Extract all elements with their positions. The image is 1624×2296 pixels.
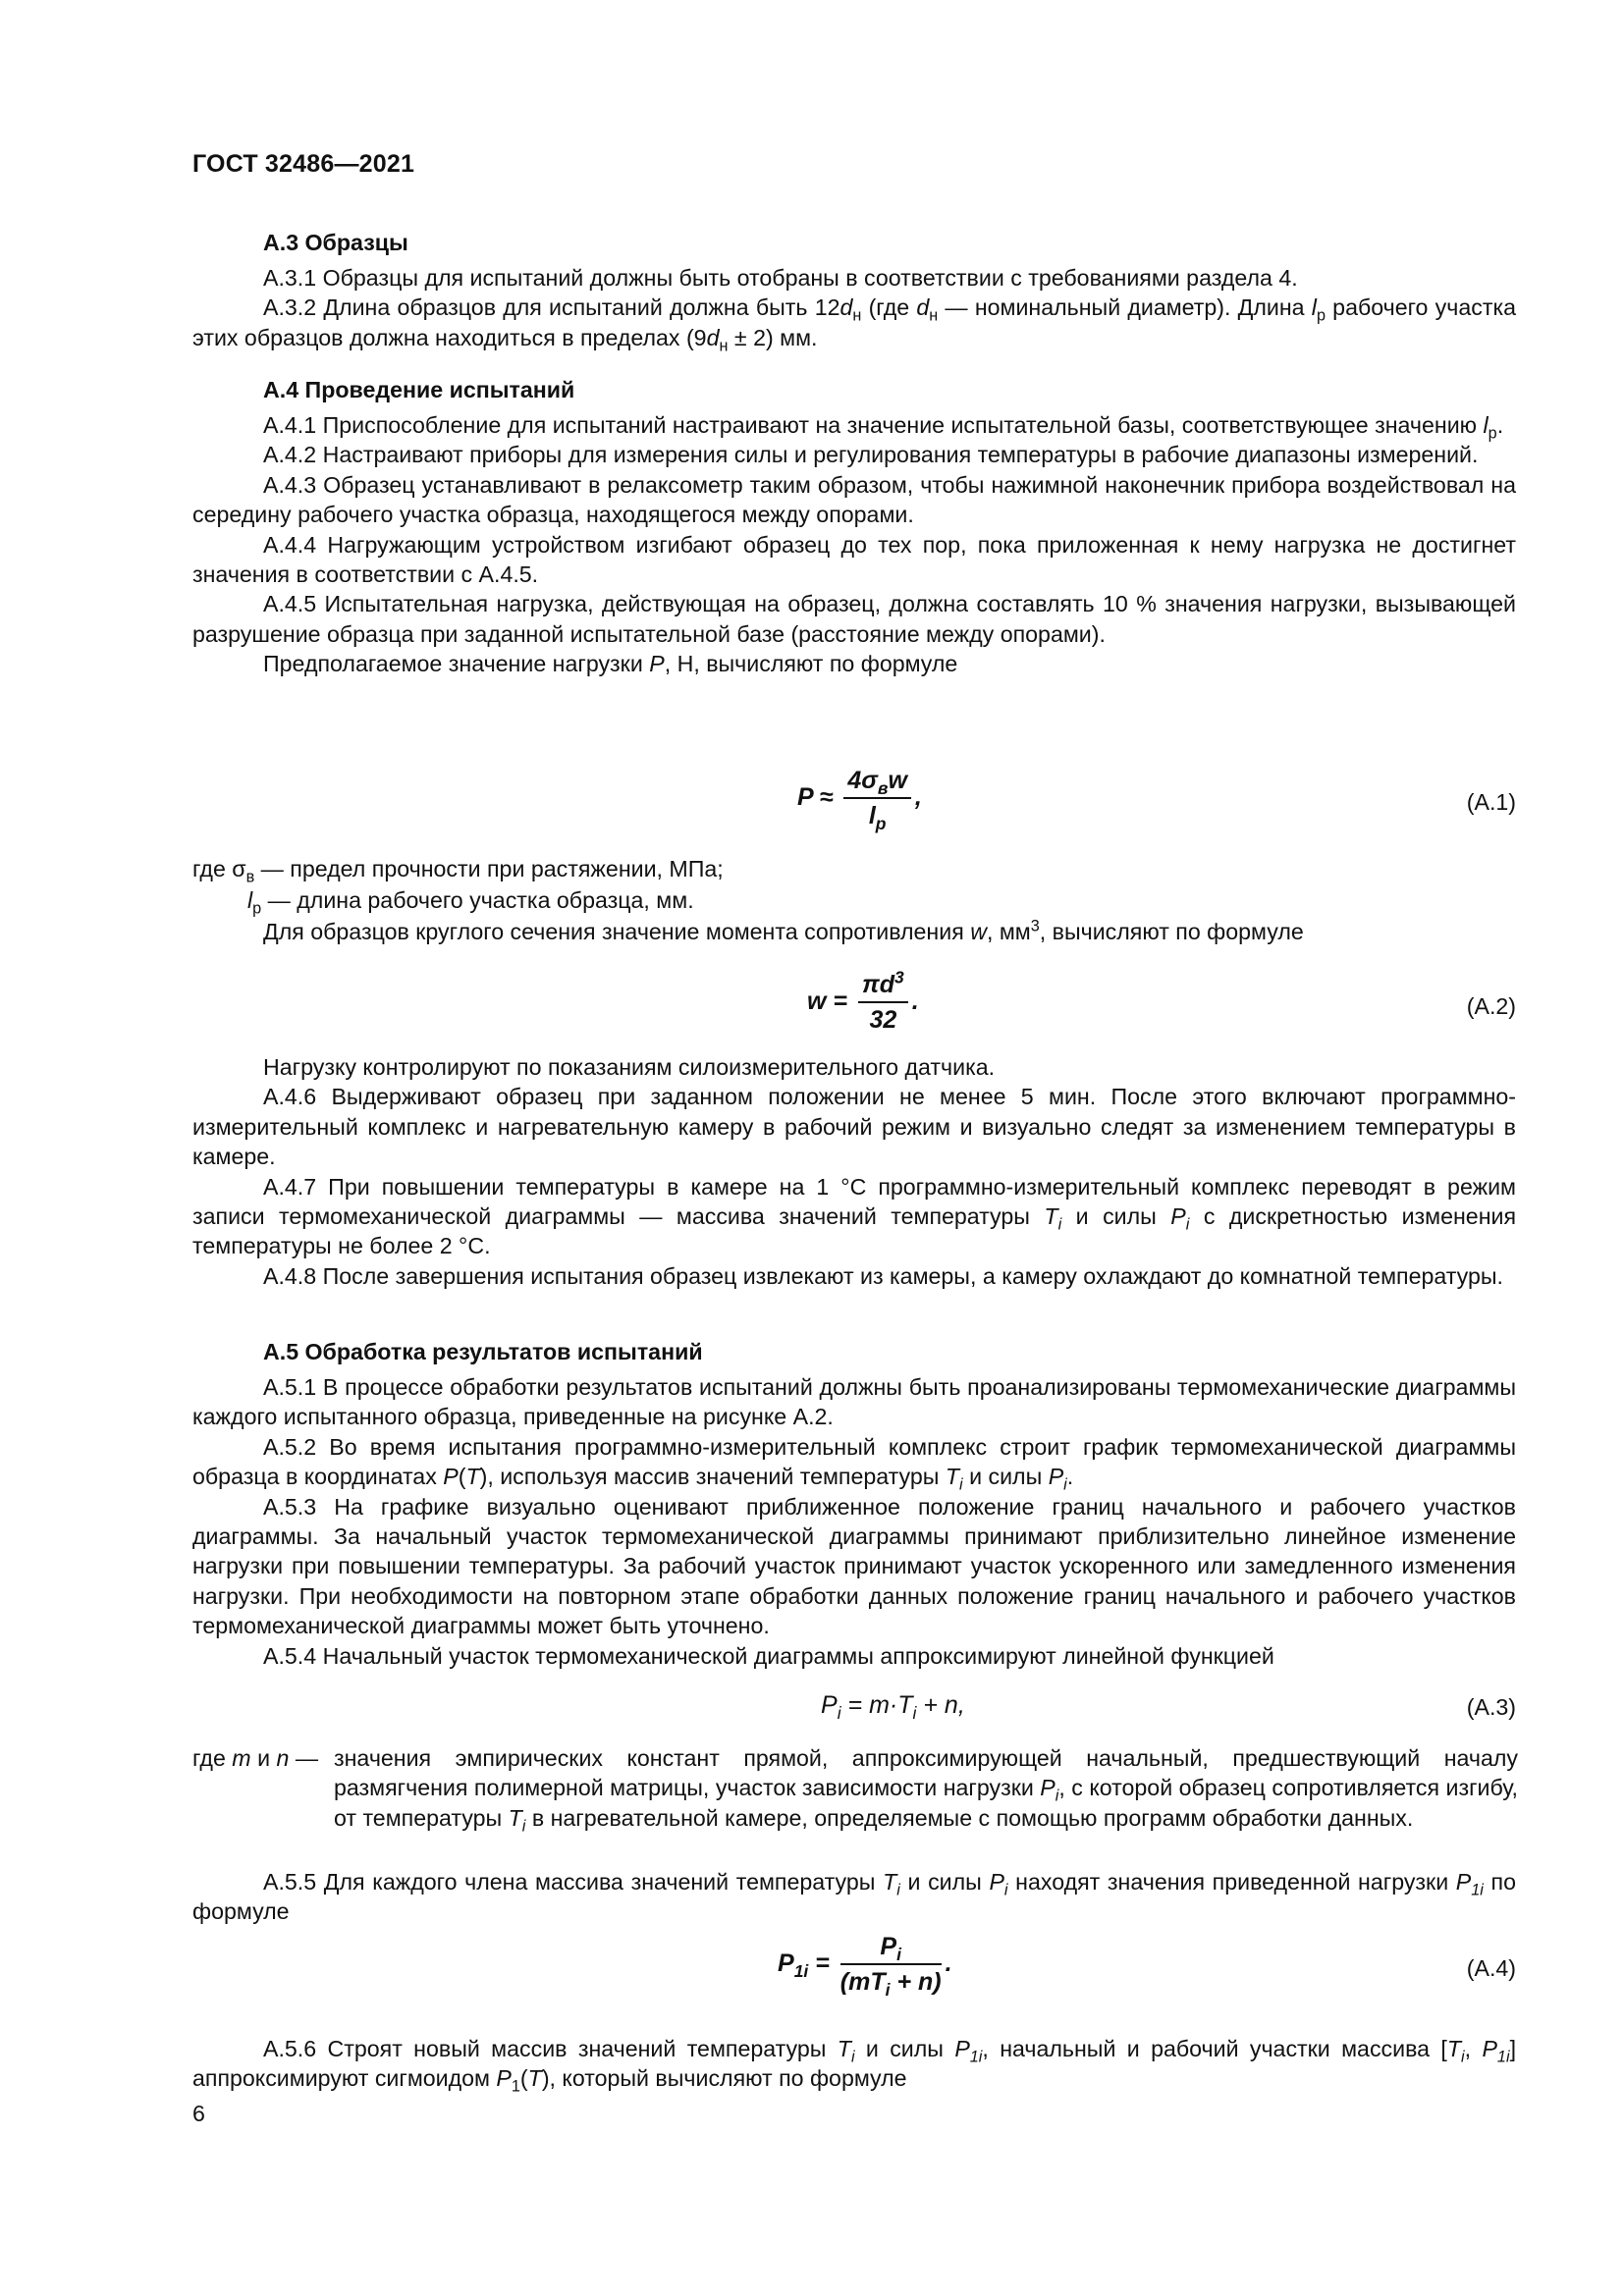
- formula-a3: $P_i = m\cdot T_i + n$,: [821, 1691, 965, 1723]
- paragraph-a4-9: А.4.6 Выдерживают образец при заданном положении не менее 5 мин. После этого включают программно-измерительный комплекс и нагревательную камеру в рабочий режим и визуально следят за изменением температуры в камере.: [192, 1084, 1516, 1170]
- paragraph-a4-4: А.4.4 Нагружающим устройством изгибают образец до тех пор, пока приложенная к нему нагрузка не достигнет значения в соответствии с А.4.5.: [192, 531, 1516, 588]
- section-title-a3: А.3 Образцы: [263, 230, 408, 255]
- formula-a4: $P_{1i}$ = $\frac{P_i}{(mT_i + n)}$ .: [778, 1933, 952, 2001]
- paragraph-a4-5: А.4.5 Испытательная нагрузка, действующая на образец, должна составлять 10 % значения нагрузки, вызывающей разрушение образца при заданной испытательной базе (расстояние между опорами).: [192, 591, 1516, 647]
- where-a1-l: $l_р$ — длина рабочего участка образца, мм.: [247, 887, 694, 918]
- formula-a2: w = $\frac{\pi d^3}{32}$ .: [807, 967, 919, 1035]
- paragraph-a5-5-wrap: [192, 1867, 1516, 1927]
- paragraph-a4-8: Нагрузку контролируют по показаниям силоизмерительного датчика.: [263, 1054, 996, 1080]
- paragraph-a5-6: А.5.6 Строят новый массив значений температуры $T_i$ и силы $P_{1i}$, начальный и рабочий участки массива [$T_i$, $P_{1i}$] аппроксимируют сигмоидом $P_1(T)$, который вычисляют по формуле: [192, 2036, 1517, 2097]
- paragraph-a4-3: А.4.3 Образец устанавливают в релаксометр таким образом, чтобы нажимной наконечник прибора воздействовал на середину рабочего участка образца, находящегося между опорами.: [192, 471, 1516, 528]
- paragraph-a4-7: Для образцов круглого сечения значение момента сопротивления w, $мм^3$, вычисляют по формуле: [263, 917, 1304, 944]
- equation-number-a3: (А.3): [1466, 1694, 1516, 1720]
- page-number: 6: [192, 2101, 205, 2126]
- paragraph-a4-7-wrap: [192, 917, 1516, 946]
- paragraph-a5-2: А.5.2 Во время испытания программно-измерительный комплекс строит график термомеханической диаграммы образца в координатах P(T), используя массив значений температуры $T_i$ и силы $P_i$.: [192, 1433, 1516, 1494]
- equation-number-a2: (А.2): [1466, 993, 1516, 1019]
- where-a3-term: где m и n —: [192, 1745, 319, 1771]
- paragraph-a4-2: А.4.2 Настраивают приборы для измерения силы и регулирования температуры в рабочие диапазоны измерений.: [263, 442, 1479, 468]
- section-a4-body: [192, 410, 1516, 679]
- paragraph-a5-1: А.5.1 В процессе обработки результатов испытаний должны быть проанализированы термомеханические диаграммы каждого испытанного образца, приведенные на рисунке А.2.: [192, 1374, 1516, 1430]
- section-a4-body-2: [192, 1052, 1516, 1291]
- paragraph-a3-2: А.3.2 Длина образцов для испытаний должна быть $12d_н$ (где $d_н$ — номинальный диаметр). Длина $l_р$ рабочего участка этих образцов должна находиться в пределах $(9d_н \pm 2)$ мм.: [192, 294, 1516, 355]
- standard-header: ГОСТ 32486—2021: [192, 150, 415, 178]
- section-title-a4: А.4 Проведение испытаний: [263, 377, 575, 402]
- paragraph-a4-1: А.4.1 Приспособление для испытаний настраивают на значение испытательной базы, соответствующее значению $l_р$.: [263, 412, 1504, 443]
- section-title-a5: А.5 Обработка результатов испытаний: [263, 1339, 703, 1364]
- formula-a1: P ≈ $\frac{4\sigma_вw}{l_р}$ ,: [797, 767, 922, 834]
- where-a3-text: значения эмпирических констант прямой, аппроксимирующей начальный, предшествующий началу размягчения полимерной матрицы, участок зависимости нагрузки $P_i$, с которой образец сопротивляется изгибу, от температуры $T_i$ в нагревательной камере, определяемые с помощью программ обработки данных.: [334, 1745, 1518, 1836]
- section-a5-body: [192, 1372, 1516, 1671]
- where-a1-sigma: где $\sigma_в$ — предел прочности при растяжении, МПа;: [192, 856, 724, 886]
- paragraph-a4-11: А.4.8 После завершения испытания образец извлекают из камеры, а камеру охлаждают до комнатной температуры.: [263, 1262, 1503, 1289]
- paragraph-a4-6: Предполагаемое значение нагрузки P, Н, вычисляют по формуле: [263, 651, 958, 677]
- paragraph-a5-5: А.5.5 Для каждого члена массива значений температуры $T_i$ и силы $P_i$ находят значения приведенной нагрузки $P_{1i}$ по формуле: [192, 1869, 1516, 1925]
- equation-number-a4: (А.4): [1466, 1955, 1516, 1981]
- paragraph-a5-6-wrap: [192, 2034, 1517, 2097]
- paragraph-a3-1: А.3.1 Образцы для испытаний должны быть отобраны в соответствии с требованиями раздела 4.: [263, 265, 1298, 291]
- paragraph-a4-10: А.4.7 При повышении температуры в камере на 1 °С программно-измерительный комплекс переводят в режим записи термомеханической диаграммы — массива значений температуры $T_i$ и силы $P_i$ с дискретностью изменения температуры не более 2 °С.: [192, 1173, 1517, 1259]
- section-a3-body: [192, 263, 1516, 355]
- paragraph-a5-4: А.5.4 Начальный участок термомеханической диаграммы аппроксимируют линейной функцией: [263, 1642, 1274, 1669]
- paragraph-a5-3: А.5.3 На графике визуально оценивают приближенное положение границ начального и рабочего участков диаграммы. За начальный участок термомеханической диаграммы принимают приблизительно линейное изменение нагрузки при повышении температуры. За рабочий участок принимают участок ускоренного или замедленного изменения нагрузки. При необходимости на повторном этапе обработки данных положение границ начального и рабочего участков термомеханической диаграммы может быть уточнено.: [192, 1493, 1516, 1639]
- equation-number-a1: (А.1): [1466, 789, 1516, 815]
